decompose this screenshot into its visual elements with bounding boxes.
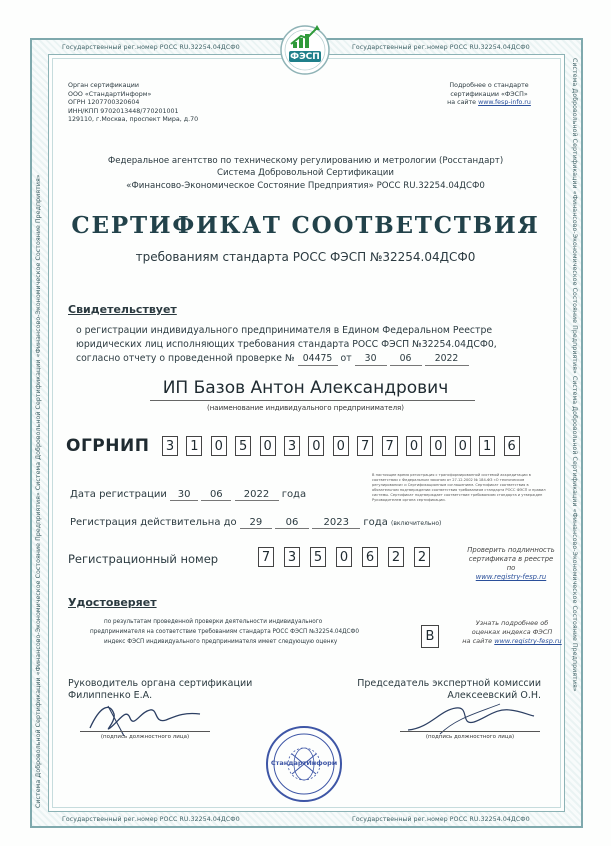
border-left-text: Система Добровольной Сертификации «Финансово-Экономическое Состояние Предприятия» Система Добровольной Сертификации «Финансово-Экономическое Состояние Предприятия» — [35, 174, 42, 808]
registration-year: 2022 — [235, 489, 279, 501]
report-day: 30 — [355, 352, 387, 367]
confirms-line-1: по результатам проведенной проверки деятельности индивидуального — [104, 619, 323, 625]
validity-row — [70, 517, 441, 529]
organ-line-3: ОГРН 1207700320604 — [68, 99, 140, 107]
details-line-3 — [424, 99, 554, 108]
left-signature-line — [80, 731, 210, 732]
confirms-heading: Удостоверяет — [68, 596, 157, 609]
validity-year-word: года — [363, 517, 388, 528]
ogrnip-label: ОГРНИП — [66, 436, 150, 456]
left-signatory-title: Руководитель органа сертификации — [68, 678, 253, 689]
ogrnip-digit-6: 3 — [284, 436, 300, 456]
ogrnip-digit-15: 6 — [504, 436, 520, 456]
report-from: от — [340, 352, 352, 364]
confirms-line-2: предпринимателя на соответствие требованиям стандарта РОСС ФЭСП №32254.04ДСФ0 — [90, 629, 360, 635]
fesp-grade-box: В — [421, 625, 439, 648]
confirms-text — [90, 617, 420, 647]
regnum-digit-3: 5 — [310, 547, 326, 567]
border-bottom-right-text: Государственный рег.номер РОСС RU.32254.04ДСФ0 — [352, 816, 530, 823]
registration-month: 06 — [201, 489, 231, 501]
ogrnip-digit-13: 0 — [455, 436, 471, 456]
organ-line-2: ООО «СтандартИнформ» — [68, 90, 152, 98]
left-signature-caption: (подпись должностного лица) — [100, 734, 190, 740]
stamp-text: СтандартИнформ — [270, 759, 338, 767]
grade-info-line-3 — [462, 637, 562, 646]
ogrnip-digit-1: 3 — [162, 436, 178, 456]
validity-suffix: (включительно) — [391, 520, 442, 527]
border-right-text: Система Добровольной Сертификации «Финансово-Экономическое Состояние Предприятия» Система Добровольной Сертификации «Финансово-Экономическое Состояние Предприятия» — [571, 58, 578, 692]
agency-line-3: «Финансово-Экономическое Состояние Предприятия» РОСС RU.32254.04ДСФ0 — [126, 180, 485, 191]
ogrnip-digit-14: 1 — [479, 436, 495, 456]
registry-check-block — [466, 546, 556, 582]
confirms-line-3: индекс ФЭСП индивидуального предпринимателя имеет следующую оценку — [104, 639, 338, 645]
right-signature-caption: (подпись должностного лица) — [425, 734, 515, 740]
organ-line-5: 129110, г.Москва, проспект Мира, д.70 — [68, 116, 199, 124]
fesp-logo — [279, 20, 331, 76]
agency-line-2: Система Добровольной Сертификации — [217, 168, 394, 179]
validity-day: 29 — [240, 517, 272, 529]
registry-check-line-2: сертификата в реестре по — [468, 555, 554, 572]
report-prefix: согласно отчету о проведенной проверке № — [76, 352, 295, 364]
left-signatory-name: Филиппенко Е.А. — [68, 690, 153, 701]
holder-caption: (наименование индивидуального предпринимателя) — [206, 404, 404, 412]
fine-print: В настоящее время регистрация с трансформированной системой аккредитации в соответствии с Федеральным законом от 27.12.2002 № 184-ФЗ «О техническом регулировании» и Сертификационным соглашением. Сертификат соответствия в обязательном подтверждении соответствия требованиям стандарта РОСС ФЭСП и правил системы. Сертификат подтверждает соответствие требованиям стандарта и утвержден Руководителем органа сертификации. — [372, 473, 546, 502]
ogrnip-digit-2: 1 — [186, 436, 202, 456]
validity-month: 06 — [275, 517, 309, 529]
registration-year-word: года — [281, 489, 307, 500]
details-line-1: Подробнее о стандарте — [449, 82, 529, 89]
regnum-digit-1: 7 — [258, 547, 274, 567]
agency-header — [40, 155, 571, 192]
report-month: 06 — [390, 352, 422, 367]
certifies-text — [76, 324, 566, 366]
ogrnip-digit-8: 0 — [333, 436, 349, 456]
certificate-subtitle: требованиям стандарта РОСС ФЭСП №32254.04ДСФ0 — [135, 250, 476, 264]
validity-label: Регистрация действительна до — [70, 517, 237, 528]
grade-info-line-2: оценках индекса ФЭСП — [471, 628, 553, 636]
regnum-digit-2: 3 — [284, 547, 300, 567]
ogrnip-digit-4: 5 — [235, 436, 251, 456]
right-signature-line — [400, 731, 540, 732]
certifies-heading: Свидетельствует — [68, 303, 177, 316]
border-top-left-text: Государственный рег.номер РОСС RU.32254.04ДСФ0 — [62, 44, 240, 51]
regnum-digit-7: 2 — [414, 547, 430, 567]
ogrnip-digit-12: 0 — [430, 436, 446, 456]
certifies-line-3 — [76, 352, 566, 367]
registration-day: 30 — [170, 489, 198, 501]
certification-body-block — [68, 82, 268, 125]
grade-info-prefix: на сайте — [462, 637, 493, 645]
regnum-digit-5: 6 — [362, 547, 378, 567]
grade-info-link[interactable]: www.registry-fesp.ru — [494, 637, 562, 645]
certifies-line-1: о регистрации индивидуального предпринимателя в Едином Федеральном Реестре — [76, 325, 493, 336]
fesp-info-link[interactable]: www.fesp-info.ru — [478, 99, 531, 107]
validity-year: 2023 — [312, 517, 360, 529]
registry-link[interactable]: www.registry-fesp.ru — [475, 573, 547, 581]
border-top-right-text: Государственный рег.номер РОСС RU.32254.04ДСФ0 — [352, 44, 530, 51]
registration-date-label: Дата регистрации — [70, 489, 167, 500]
logo-text: ФЭСП — [290, 52, 320, 62]
details-line-2: сертификации «ФЭСП» — [450, 90, 528, 98]
report-year: 2022 — [425, 352, 469, 367]
organ-line-1: Орган сертификации — [68, 82, 139, 89]
report-number: 04475 — [298, 352, 338, 367]
registry-check-line-1: Проверить подлинность — [467, 546, 555, 554]
certificate-title: СЕРТИФИКАТ СООТВЕТСТВИЯ — [71, 212, 540, 239]
holder-name: ИП Базов Антон Александрович — [162, 378, 449, 398]
ogrnip-digit-3: 0 — [211, 436, 227, 456]
right-signatory-name: Алексеевский О.Н. — [447, 690, 541, 701]
grade-info-line-1: Узнать подробнее об — [475, 619, 549, 627]
ogrnip-digit-10: 7 — [382, 436, 398, 456]
standard-details-block — [424, 82, 554, 108]
registration-date-row — [70, 489, 306, 501]
agency-line-1: Федеральное агентство по техническому регулированию и метрологии (Росстандарт) — [107, 156, 504, 166]
certifies-line-2: юридических лиц исполняющих требования стандарта РОСС ФЭСП №32254.04ДСФ0, — [76, 338, 497, 350]
fesp-logo-icon — [279, 20, 331, 76]
regnum-digit-4: 0 — [336, 547, 352, 567]
holder-name-line — [150, 400, 475, 401]
regnum-digit-6: 2 — [388, 547, 404, 567]
grade-info-block — [462, 619, 562, 646]
ogrnip-digit-11: 0 — [406, 436, 422, 456]
details-prefix: на сайте — [447, 99, 477, 107]
organ-line-4: ИНН/КПП 9702013448/770201001 — [68, 107, 179, 115]
border-bottom-left-text: Государственный рег.номер РОСС RU.32254.04ДСФ0 — [62, 816, 240, 823]
ogrnip-digit-9: 7 — [357, 436, 373, 456]
right-signatory-title: Председатель экспертной комиссии — [357, 678, 541, 689]
ogrnip-digit-7: 0 — [308, 436, 324, 456]
registration-number-label: Регистрационный номер — [68, 552, 219, 566]
ogrnip-digit-5: 0 — [260, 436, 276, 456]
